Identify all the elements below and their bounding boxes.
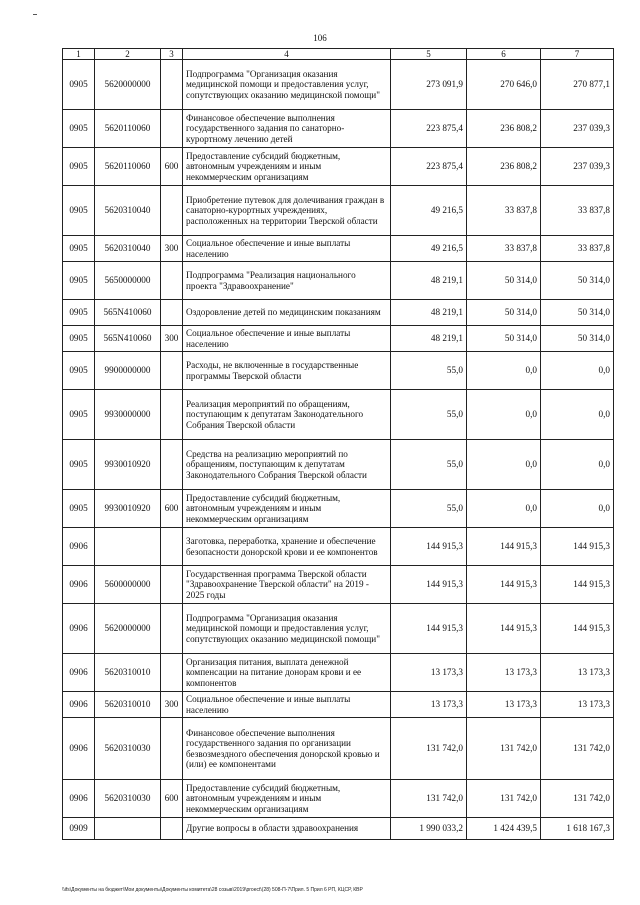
header-cell: 3 (161, 49, 183, 60)
section-code-cell: 0905 (63, 60, 95, 110)
table-row (63, 528, 614, 566)
amount-col6-cell: 13 173,3 (467, 692, 541, 718)
target-article-cell: 5620310030 (95, 718, 161, 780)
amount-col6-cell: 0,0 (467, 440, 541, 490)
amount-col5-cell: 223 875,4 (391, 110, 467, 148)
table-row (63, 818, 614, 840)
section-code-cell: 0906 (63, 780, 95, 818)
amount-col5-cell: 144 915,3 (391, 528, 467, 566)
table-row (63, 352, 614, 390)
table-row (63, 604, 614, 654)
table-row (63, 780, 614, 818)
amount-col6-cell: 0,0 (467, 352, 541, 390)
footer-path: \\ifs\Документы на бюджет\Мои документы\Документы комитета\28 созыв\2019\proect\(28) 508-П-7\Прил. 5 Прил 6 РП, КЦСР, КВР (62, 887, 363, 893)
expense-type-cell (161, 186, 183, 236)
amount-col7-cell: 237 039,3 (541, 110, 614, 148)
amount-col7-cell: 0,0 (541, 440, 614, 490)
amount-col5-cell: 223 875,4 (391, 148, 467, 186)
description-cell: Приобретение путевок для долечивания граждан в санаторно-курортных учреждениях, расположенных на территории Тверской области (183, 186, 391, 236)
amount-col5-cell: 48 219,1 (391, 326, 467, 352)
amount-col7-cell: 0,0 (541, 490, 614, 528)
budget-table (62, 48, 614, 840)
table-row (63, 490, 614, 528)
amount-col5-cell: 131 742,0 (391, 718, 467, 780)
corner-mark (33, 14, 37, 15)
expense-type-cell: 300 (161, 692, 183, 718)
section-code-cell: 0909 (63, 818, 95, 840)
amount-col7-cell: 33 837,8 (541, 186, 614, 236)
description-cell: Финансовое обеспечение выполнения государственного задания по организации безвозмездного обеспечения донорской кровью и (или) ее компонентами (183, 718, 391, 780)
target-article-cell: 5620000000 (95, 60, 161, 110)
description-cell: Социальное обеспечение и иные выплаты населению (183, 692, 391, 718)
expense-type-cell (161, 110, 183, 148)
page-number: 106 (313, 33, 327, 43)
amount-col5-cell: 49 216,5 (391, 186, 467, 236)
expense-type-cell: 600 (161, 780, 183, 818)
section-code-cell: 0906 (63, 604, 95, 654)
amount-col7-cell: 33 837,8 (541, 236, 614, 262)
amount-col6-cell: 144 915,3 (467, 528, 541, 566)
target-article-cell: 5620310010 (95, 692, 161, 718)
target-article-cell: 9930000000 (95, 390, 161, 440)
amount-col7-cell: 13 173,3 (541, 692, 614, 718)
table-row (63, 60, 614, 110)
description-cell: Предоставление субсидий бюджетным, автономным учреждениям и иным некоммерческим организациям (183, 148, 391, 186)
expense-type-cell: 600 (161, 148, 183, 186)
amount-col6-cell: 144 915,3 (467, 604, 541, 654)
amount-col6-cell: 50 314,0 (467, 326, 541, 352)
header-cell: 5 (391, 49, 467, 60)
description-cell: Расходы, не включенные в государственные программы Тверской области (183, 352, 391, 390)
target-article-cell: 5620310010 (95, 654, 161, 692)
table-row (63, 718, 614, 780)
amount-col5-cell: 13 173,3 (391, 692, 467, 718)
header-row (63, 49, 614, 60)
amount-col7-cell: 237 039,3 (541, 148, 614, 186)
target-article-cell: 5620310030 (95, 780, 161, 818)
section-code-cell: 0905 (63, 390, 95, 440)
amount-col7-cell: 0,0 (541, 390, 614, 440)
table-row (63, 390, 614, 440)
amount-col5-cell: 13 173,3 (391, 654, 467, 692)
target-article-cell: 5620310040 (95, 236, 161, 262)
amount-col7-cell: 0,0 (541, 352, 614, 390)
target-article-cell: 5600000000 (95, 566, 161, 604)
section-code-cell: 0905 (63, 186, 95, 236)
expense-type-cell (161, 352, 183, 390)
amount-col6-cell: 33 837,8 (467, 236, 541, 262)
table-row (63, 110, 614, 148)
header-cell: 1 (63, 49, 95, 60)
description-cell: Другие вопросы в области здравоохранения (183, 818, 391, 840)
amount-col6-cell: 50 314,0 (467, 300, 541, 326)
description-cell: Подпрограмма "Организация оказания медицинской помощи и предоставления услуг, сопутствующих оказанию медицинской помощи" (183, 604, 391, 654)
amount-col6-cell: 13 173,3 (467, 654, 541, 692)
target-article-cell (95, 818, 161, 840)
amount-col5-cell: 55,0 (391, 352, 467, 390)
expense-type-cell: 300 (161, 326, 183, 352)
description-cell: Организация питания, выплата денежной компенсации на питание донорам крови и ее компонентов (183, 654, 391, 692)
amount-col6-cell: 0,0 (467, 390, 541, 440)
table-row (63, 440, 614, 490)
target-article-cell (95, 528, 161, 566)
description-cell: Подпрограмма "Реализация национального проекта "Здравоохранение" (183, 262, 391, 300)
section-code-cell: 0905 (63, 148, 95, 186)
target-article-cell: 565N410060 (95, 300, 161, 326)
amount-col5-cell: 48 219,1 (391, 300, 467, 326)
target-article-cell: 9930010920 (95, 440, 161, 490)
target-article-cell: 5620310040 (95, 186, 161, 236)
expense-type-cell: 600 (161, 490, 183, 528)
section-code-cell: 0905 (63, 262, 95, 300)
amount-col5-cell: 55,0 (391, 390, 467, 440)
description-cell: Финансовое обеспечение выполнения государственного задания по санаторно-курортному лечению детей (183, 110, 391, 148)
amount-col6-cell: 33 837,8 (467, 186, 541, 236)
amount-col7-cell: 13 173,3 (541, 654, 614, 692)
amount-col5-cell: 48 219,1 (391, 262, 467, 300)
amount-col7-cell: 131 742,0 (541, 718, 614, 780)
amount-col7-cell: 144 915,3 (541, 566, 614, 604)
amount-col7-cell: 50 314,0 (541, 326, 614, 352)
target-article-cell: 9900000000 (95, 352, 161, 390)
amount-col6-cell: 236 808,2 (467, 110, 541, 148)
target-article-cell: 5620000000 (95, 604, 161, 654)
amount-col7-cell: 50 314,0 (541, 262, 614, 300)
expense-type-cell (161, 604, 183, 654)
section-code-cell: 0906 (63, 566, 95, 604)
expense-type-cell (161, 654, 183, 692)
table-row (63, 566, 614, 604)
amount-col7-cell: 144 915,3 (541, 528, 614, 566)
target-article-cell: 565N410060 (95, 326, 161, 352)
description-cell: Заготовка, переработка, хранение и обеспечение безопасности донорской крови и ее компонентов (183, 528, 391, 566)
expense-type-cell (161, 300, 183, 326)
table-row (63, 148, 614, 186)
amount-col6-cell: 0,0 (467, 490, 541, 528)
section-code-cell: 0906 (63, 528, 95, 566)
section-code-cell: 0906 (63, 718, 95, 780)
expense-type-cell (161, 60, 183, 110)
expense-type-cell (161, 566, 183, 604)
amount-col5-cell: 131 742,0 (391, 780, 467, 818)
expense-type-cell (161, 262, 183, 300)
amount-col5-cell: 49 216,5 (391, 236, 467, 262)
amount-col7-cell: 1 618 167,3 (541, 818, 614, 840)
header-cell: 6 (467, 49, 541, 60)
header-cell: 2 (95, 49, 161, 60)
amount-col6-cell: 1 424 439,5 (467, 818, 541, 840)
description-cell: Социальное обеспечение и иные выплаты населению (183, 236, 391, 262)
amount-col7-cell: 131 742,0 (541, 780, 614, 818)
section-code-cell: 0906 (63, 654, 95, 692)
expense-type-cell (161, 440, 183, 490)
table-row (63, 236, 614, 262)
header-cell: 7 (541, 49, 614, 60)
expense-type-cell (161, 390, 183, 440)
amount-col6-cell: 131 742,0 (467, 780, 541, 818)
description-cell: Предоставление субсидий бюджетным, автономным учреждениям и иным некоммерческим организациям (183, 490, 391, 528)
table-row (63, 300, 614, 326)
description-cell: Подпрограмма "Организация оказания медицинской помощи и предоставления услуг, сопутствующих оказанию медицинской помощи" (183, 60, 391, 110)
amount-col7-cell: 270 877,1 (541, 60, 614, 110)
header-cell: 4 (183, 49, 391, 60)
description-cell: Предоставление субсидий бюджетным, автономным учреждениям и иным некоммерческим организациям (183, 780, 391, 818)
table-row (63, 692, 614, 718)
table-row (63, 326, 614, 352)
expense-type-cell (161, 818, 183, 840)
target-article-cell: 5620110060 (95, 110, 161, 148)
expense-type-cell: 300 (161, 236, 183, 262)
description-cell: Средства на реализацию мероприятий по обращениям, поступающим к депутатам Законодательного Собрания Тверской области (183, 440, 391, 490)
target-article-cell: 9930010920 (95, 490, 161, 528)
target-article-cell: 5620110060 (95, 148, 161, 186)
amount-col6-cell: 144 915,3 (467, 566, 541, 604)
section-code-cell: 0905 (63, 236, 95, 262)
description-cell: Социальное обеспечение и иные выплаты населению (183, 326, 391, 352)
expense-type-cell (161, 718, 183, 780)
amount-col6-cell: 236 808,2 (467, 148, 541, 186)
expense-type-cell (161, 528, 183, 566)
amount-col5-cell: 1 990 033,2 (391, 818, 467, 840)
section-code-cell: 0905 (63, 300, 95, 326)
target-article-cell: 5650000000 (95, 262, 161, 300)
section-code-cell: 0905 (63, 110, 95, 148)
amount-col6-cell: 270 646,0 (467, 60, 541, 110)
table-row (63, 654, 614, 692)
section-code-cell: 0905 (63, 490, 95, 528)
amount-col5-cell: 55,0 (391, 490, 467, 528)
amount-col5-cell: 144 915,3 (391, 604, 467, 654)
amount-col5-cell: 144 915,3 (391, 566, 467, 604)
section-code-cell: 0905 (63, 440, 95, 490)
table-row (63, 186, 614, 236)
description-cell: Оздоровление детей по медицинским показаниям (183, 300, 391, 326)
amount-col7-cell: 144 915,3 (541, 604, 614, 654)
amount-col6-cell: 131 742,0 (467, 718, 541, 780)
amount-col5-cell: 55,0 (391, 440, 467, 490)
section-code-cell: 0905 (63, 326, 95, 352)
description-cell: Реализация мероприятий по обращениям, поступающим к депутатам Законодательного Собрания Тверской области (183, 390, 391, 440)
description-cell: Государственная программа Тверской области "Здравоохранение Тверской области" на 2019 - 2025 годы (183, 566, 391, 604)
section-code-cell: 0905 (63, 352, 95, 390)
amount-col7-cell: 50 314,0 (541, 300, 614, 326)
table-row (63, 262, 614, 300)
section-code-cell: 0906 (63, 692, 95, 718)
amount-col6-cell: 50 314,0 (467, 262, 541, 300)
amount-col5-cell: 273 091,9 (391, 60, 467, 110)
